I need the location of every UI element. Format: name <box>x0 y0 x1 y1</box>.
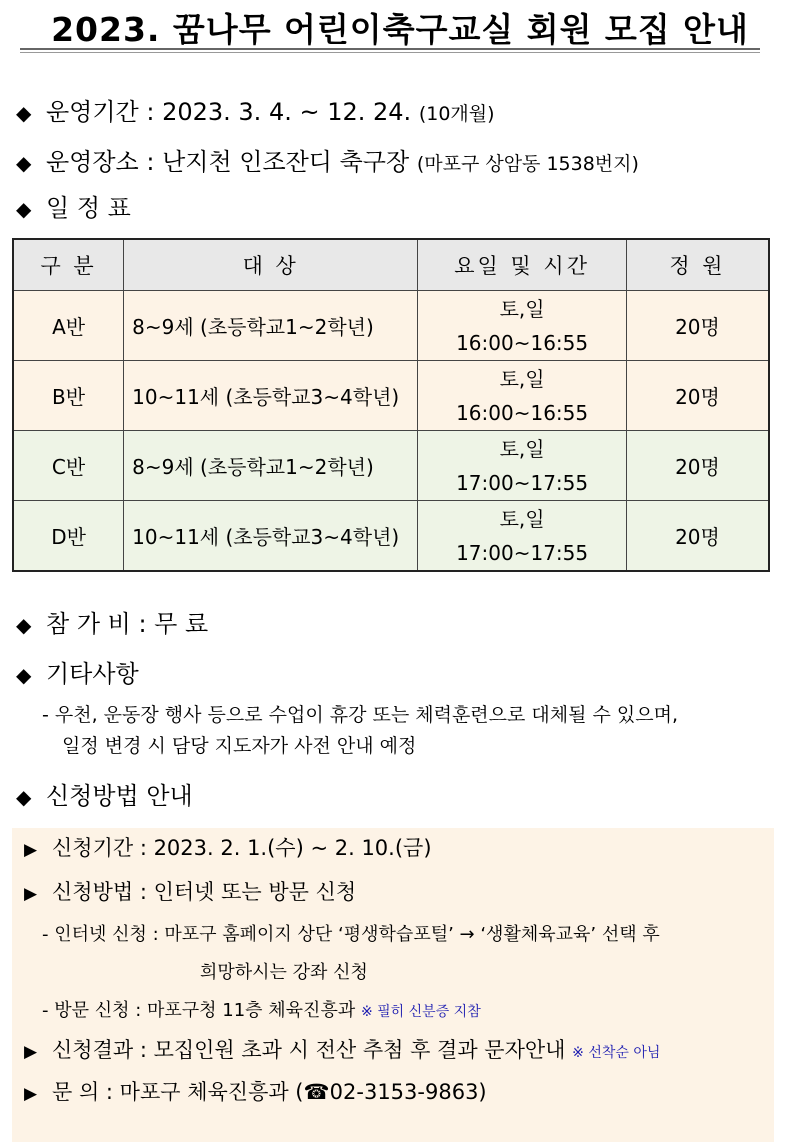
misc-note <box>42 700 678 762</box>
contact-line <box>24 1076 487 1106</box>
triangle-bullet-icon: ▶ <box>24 884 38 904</box>
visit-apply-line <box>42 996 481 1022</box>
time-cell <box>418 431 627 501</box>
apply-period-line <box>24 832 432 862</box>
triangle-bullet-icon: ▶ <box>24 840 38 860</box>
diamond-bullet-icon: ◆ <box>16 101 32 125</box>
table-row <box>13 501 769 572</box>
title-divider <box>20 48 760 50</box>
target-cell: 10~11세 (초등학교3~4학년) <box>124 361 418 431</box>
diamond-bullet-icon: ◆ <box>16 197 32 221</box>
time: 16:00~16:55 <box>456 330 589 355</box>
time-cell <box>418 361 627 431</box>
table-row <box>13 431 769 501</box>
apply-heading-line <box>16 776 193 811</box>
target-cell: 10~11세 (초등학교3~4학년) <box>124 501 418 572</box>
apply-method-line <box>24 876 356 906</box>
diamond-bullet-icon: ◆ <box>16 663 32 687</box>
contact-text: 문 의 : 마포구 체육진흥과 (☎02-3153-9863) <box>52 1080 487 1104</box>
venue-line <box>16 142 639 177</box>
header-class: 구 분 <box>13 239 124 291</box>
result-note: ※ 선착순 아님 <box>572 1045 661 1061</box>
diamond-bullet-icon: ◆ <box>16 151 32 175</box>
time-cell <box>418 501 627 572</box>
title-divider-thin <box>20 52 760 53</box>
header-capacity: 정 원 <box>626 239 769 291</box>
page-title: 2023. 꿈나무 어린이축구교실 회원 모집 안내 <box>51 10 749 49</box>
period-label: 운영기간 : 2023. 3. 4. ~ 12. 24. <box>46 98 412 126</box>
misc-heading-line <box>16 654 139 689</box>
misc-line-1: - 우천, 운동장 행사 등으로 수업이 휴강 또는 체력훈련으로 대체될 수 있으며, <box>42 704 678 726</box>
target-cell: 8~9세 (초등학교1~2학년) <box>124 291 418 361</box>
schedule-table <box>12 238 770 572</box>
time-cell <box>418 291 627 361</box>
days: 토,일 <box>499 366 545 391</box>
days: 토,일 <box>499 506 545 531</box>
capacity-cell: 20명 <box>626 361 769 431</box>
time: 17:00~17:55 <box>456 470 589 495</box>
days: 토,일 <box>499 296 545 321</box>
diamond-bullet-icon: ◆ <box>16 613 32 637</box>
period-line <box>16 92 495 127</box>
misc-heading: 기타사항 <box>46 660 139 688</box>
table-header-row <box>13 239 769 291</box>
apply-heading: 신청방법 안내 <box>46 782 193 810</box>
misc-line-2: 일정 변경 시 담당 지도자가 사전 안내 예정 <box>62 735 417 757</box>
triangle-bullet-icon: ▶ <box>24 1042 38 1062</box>
triangle-bullet-icon: ▶ <box>24 1084 38 1104</box>
venue-note: (마포구 상암동 1538번지) <box>416 153 639 175</box>
apply-method: 신청방법 : 인터넷 또는 방문 신청 <box>52 880 357 904</box>
schedule-heading-line <box>16 188 131 223</box>
apply-result: 신청결과 : 모집인원 초과 시 전산 추첨 후 결과 문자안내 <box>52 1038 566 1062</box>
table-row <box>13 361 769 431</box>
days: 토,일 <box>499 436 545 461</box>
fee-text: 참 가 비 : 무 료 <box>46 610 209 638</box>
capacity-cell: 20명 <box>626 291 769 361</box>
class-cell: D반 <box>13 501 124 572</box>
diamond-bullet-icon: ◆ <box>16 785 32 809</box>
period-note: (10개월) <box>418 103 495 125</box>
header-time: 요일 및 시간 <box>418 239 627 291</box>
visit-apply: - 방문 신청 : 마포구청 11층 체육진흥과 <box>42 1000 356 1021</box>
class-cell: A반 <box>13 291 124 361</box>
apply-result-line <box>24 1034 660 1064</box>
apply-period: 신청기간 : 2023. 2. 1.(수) ~ 2. 10.(금) <box>52 836 432 860</box>
internet-apply-line-2: 희망하시는 강좌 신청 <box>200 962 368 983</box>
class-cell: C반 <box>13 431 124 501</box>
capacity-cell: 20명 <box>626 431 769 501</box>
table-row <box>13 291 769 361</box>
time: 17:00~17:55 <box>456 540 589 565</box>
target-cell: 8~9세 (초등학교1~2학년) <box>124 431 418 501</box>
header-target: 대 상 <box>124 239 418 291</box>
time: 16:00~16:55 <box>456 400 589 425</box>
internet-apply-line-1: - 인터넷 신청 : 마포구 홈페이지 상단 ‘평생학습포털’ → ‘생활체육교육’ 선택 후 <box>42 924 660 945</box>
visit-note: ※ 필히 신분증 지참 <box>360 1004 481 1020</box>
fee-line <box>16 604 208 639</box>
capacity-cell: 20명 <box>626 501 769 572</box>
schedule-heading: 일 정 표 <box>46 194 131 222</box>
class-cell: B반 <box>13 361 124 431</box>
venue-label: 운영장소 : 난지천 인조잔디 축구장 <box>46 148 410 176</box>
